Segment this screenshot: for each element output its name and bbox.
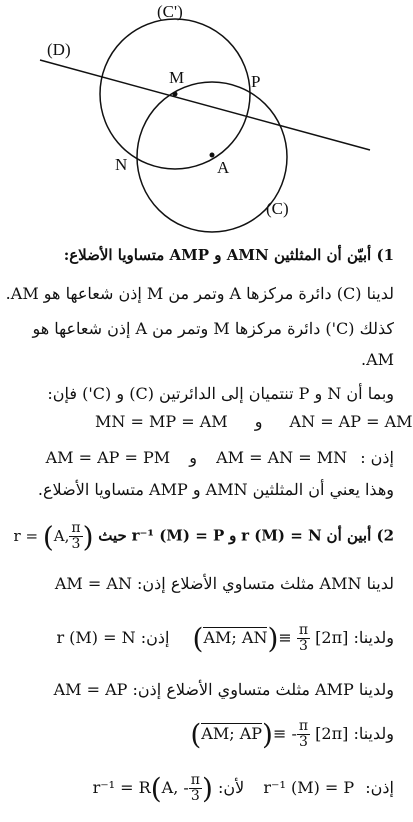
eq2-a: AM = AN = MN — [216, 448, 348, 467]
p8-angle: (AM; AP)≡ - $\frac{\pi}{3}$ [2π] — [190, 718, 349, 751]
question-1-title: 1) أبيّن أن المثلثين AMN و AMP متساويا الأضلاع: — [63, 246, 394, 264]
q2-prefix: 2) أبين أن — [326, 526, 394, 545]
p9-r-eq: r⁻¹ = R — [92, 778, 151, 797]
label-n: N — [115, 155, 128, 174]
label-c: (C) — [266, 199, 289, 218]
p6-vectors: AM; AN — [203, 628, 268, 647]
p9-because: لأن: — [218, 778, 245, 797]
label-p: P — [251, 72, 261, 91]
p8-label: ولدينا: — [353, 724, 394, 743]
p6-concl-label: إذن: — [140, 628, 170, 647]
equation-1 — [95, 412, 413, 431]
paragraph-2b: AM. — [360, 350, 394, 369]
eq2-b: AM = AP = PM — [45, 448, 171, 467]
q2-and: و — [229, 526, 237, 545]
eq1-right: AN = AP = AM — [289, 412, 413, 431]
p8-fraction — [297, 719, 310, 750]
q2-r-n: r (M) = N — [241, 526, 322, 545]
q2-frac-num: π — [71, 520, 81, 536]
eq2-prefix: إذن : — [360, 448, 394, 467]
line-d — [40, 60, 370, 150]
q2-where: حيث — [98, 526, 127, 545]
p6-mod: [2π] — [315, 628, 349, 647]
paragraph-4: وهذا يعني أن المثلثين AMN و AMP متساويا الأضلاع. — [37, 480, 394, 499]
label-c-prime: (C') — [157, 2, 183, 21]
p6-concl: r (M) = N — [56, 628, 136, 647]
paragraph-3: وبما أن N و P تنتميان إلى الدائرتين (C) و (C') فإن: — [47, 384, 394, 403]
q2-frac-den: 3 — [71, 536, 81, 552]
p6-label: ولدينا: — [353, 628, 394, 647]
paragraph-1: لدينا (C) دائرة مركزها A وتمر من M إذن شعاعها هو AM. — [5, 284, 394, 303]
p9-label: إذن: — [365, 778, 394, 797]
p9-center: A, - — [161, 778, 189, 797]
paragraph-7: ولدينا AMP مثلث متساوي الأضلاع إذن: AM = AP — [53, 680, 394, 699]
q2-r-eq: r = — [13, 526, 43, 545]
p9-frac-den: 3 — [190, 788, 200, 804]
p8-equiv: ≡ - — [272, 724, 297, 743]
p6-fraction — [297, 623, 310, 654]
p8-frac-num: π — [298, 718, 309, 734]
p6-frac-num: π — [298, 622, 309, 638]
eq1-left: MN = MP = AM — [95, 412, 228, 431]
p6-angle: (AM; AN)≡ $\frac{\pi}{3}$ [2π] — [192, 622, 349, 655]
q2-center: A, — [53, 526, 70, 545]
paragraph-5: لدينا AMN مثلث متساوي الأضلاع إذن: AM = AN — [54, 574, 394, 593]
point-a — [210, 153, 215, 158]
eq1-and: و — [254, 412, 263, 431]
paragraph-2a: كذلك (C') دائرة مركزها M وتمر من A إذن شعاعها هو — [32, 319, 394, 338]
p9-frac-num: π — [190, 772, 200, 788]
p8-frac-den: 3 — [299, 734, 308, 750]
equation-2 — [6, 448, 394, 467]
point-m — [173, 92, 178, 97]
geometry-figure — [0, 0, 400, 232]
question-2-title — [6, 520, 394, 553]
p9-a: r⁻¹ (M) = P — [263, 778, 355, 797]
p6-frac-den: 3 — [299, 638, 308, 654]
eq2-and: و — [189, 448, 197, 467]
p9-rotation: r⁻¹ = R(A, - $\frac{\pi}{3}$ ) — [92, 772, 213, 805]
q2-fraction — [69, 521, 82, 552]
p8-mod: [2π] — [315, 724, 349, 743]
p8-vectors: AM; AP — [201, 724, 263, 743]
paragraph-9 — [6, 772, 394, 805]
paragraph-6 — [6, 622, 394, 655]
q2-rinv-p: r⁻¹ (M) = P — [131, 526, 225, 545]
q2-rotation: r = (A, $\frac{\pi}{3}$ ) — [13, 520, 94, 553]
p6-equiv: ≡ — [278, 628, 297, 647]
label-a: A — [217, 158, 230, 177]
paragraph-8 — [6, 718, 394, 751]
label-d: (D) — [47, 40, 71, 59]
p9-fraction — [189, 773, 202, 804]
label-m: M — [169, 68, 185, 87]
